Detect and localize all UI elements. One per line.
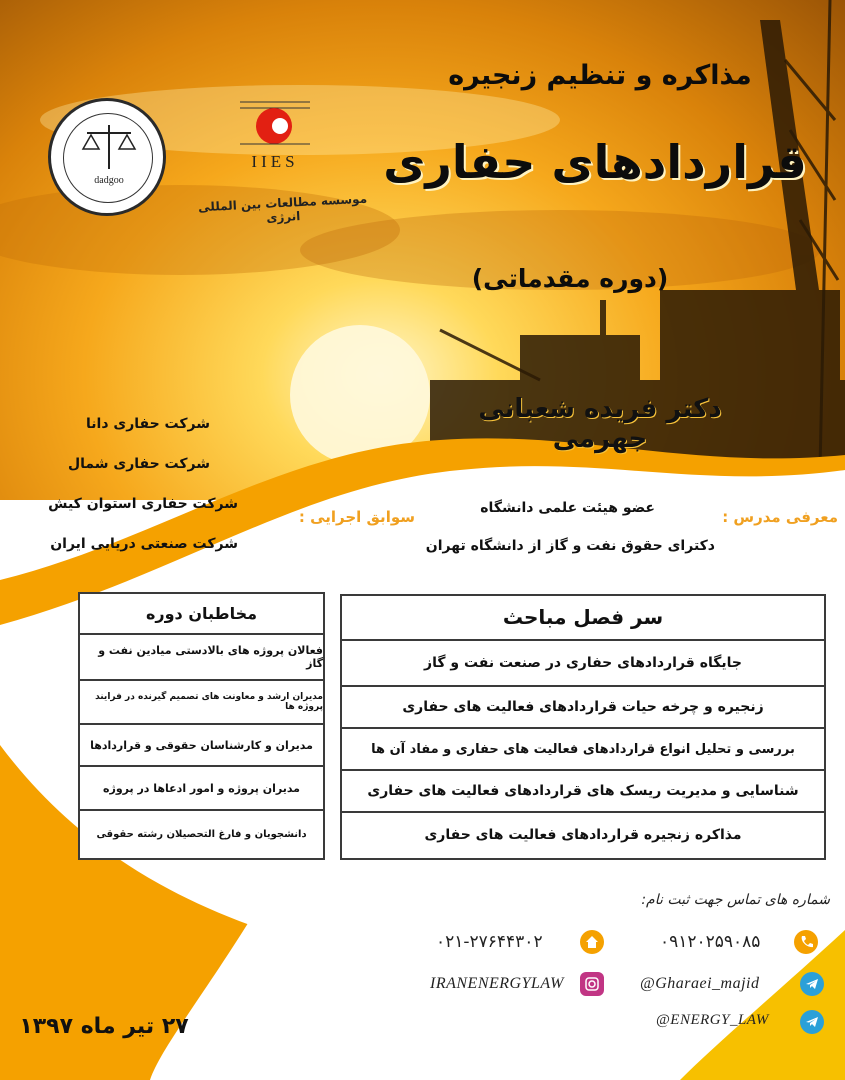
title-line1: مذاکره و تنظیم زنجیره	[448, 60, 752, 91]
instagram-handle[interactable]: IRANENERGYLAW	[430, 975, 564, 992]
office-phone[interactable]: ۰۲۱-۲۷۶۴۴۳۰۲	[436, 932, 543, 952]
contact-label: شماره های تماس جهت ثبت نام:	[641, 892, 830, 908]
mobile-number[interactable]: ۰۹۱۲۰۲۵۹۰۸۵	[660, 932, 761, 952]
topic-item: شناسایی و مدیریت ریسک های قراردادهای فعالیت های حفاری	[342, 769, 824, 811]
company-item: شرکت حفاری استوان کیش	[48, 496, 238, 512]
telegram-icon	[800, 972, 824, 996]
topic-item: جایگاه قراردادهای حفاری در صنعت نفت و گاز	[342, 639, 824, 685]
company-item: شرکت حفاری شمال	[67, 456, 210, 472]
iies-logo	[240, 100, 310, 150]
iies-name: موسسه مطالعات بین المللی انرژی	[197, 191, 368, 225]
iies-text: IIES	[251, 152, 299, 171]
audience-item: فعالان پروژه های بالادستی میادین نفت و گاز	[80, 633, 323, 679]
intro-label: معرفی مدرس :	[722, 508, 838, 526]
intro-line-2: دکترای حقوق نفت و گاز از دانشگاه تهران	[425, 538, 715, 554]
topics-title: سر فصل مباحث	[502, 605, 664, 629]
telegram-icon	[800, 1010, 824, 1034]
audience-box	[78, 592, 325, 860]
audience-item: مدیران پروژه و امور ادعاها در پروژه	[80, 765, 323, 809]
company-item: شرکت حفاری دانا	[86, 416, 210, 432]
experience-label: سوابق اجرایی :	[298, 508, 415, 526]
audience-title: مخاطبان دوره	[145, 603, 258, 623]
title-line2: قراردادهای حفاری	[383, 135, 807, 189]
company-item: شرکت صنعتی دریایی ایران	[50, 536, 238, 552]
home-icon	[580, 930, 604, 954]
audience-item: مدیران ارشد و معاونت های تصمیم گیرنده در فرایند پروژه ها	[80, 679, 323, 723]
topics-box	[340, 594, 826, 860]
event-date: ۲۷ تیر ماه ۱۳۹۷	[19, 1014, 189, 1039]
instagram-icon	[580, 972, 604, 996]
telegram-handle-2[interactable]: @ENERGY_LAW	[656, 1012, 769, 1028]
topic-item: زنجیره و چرخه حیات قراردادهای فعالیت های حفاری	[342, 685, 824, 727]
intro-line-1: عضو هیئت علمی دانشگاه	[480, 500, 655, 516]
topic-item: بررسی و تحلیل انواع قراردادهای فعالیت های حفاری و مفاد آن ها	[342, 727, 824, 769]
scales-icon	[81, 123, 137, 173]
topic-item: مذاکره زنجیره قراردادهای فعالیت های حفاری	[342, 811, 824, 857]
dadgoo-logo	[48, 98, 166, 216]
title-line3: (دوره مقدماتی)	[471, 264, 669, 293]
dadgoo-text: dadgoo	[94, 175, 124, 186]
audience-item: مدیران و کارشناسان حقوقی و قراردادها	[80, 723, 323, 765]
iies-mark-icon	[240, 100, 310, 150]
telegram-handle-1[interactable]: @Gharaei_majid	[640, 975, 760, 992]
phone-icon	[794, 930, 818, 954]
audience-item: دانشجویان و فارغ التحصیلان رشته حقوقی	[80, 809, 323, 857]
instructor-name: دکتر فریده شعبانی جهرمی	[478, 394, 722, 454]
experience-list	[40, 414, 260, 574]
